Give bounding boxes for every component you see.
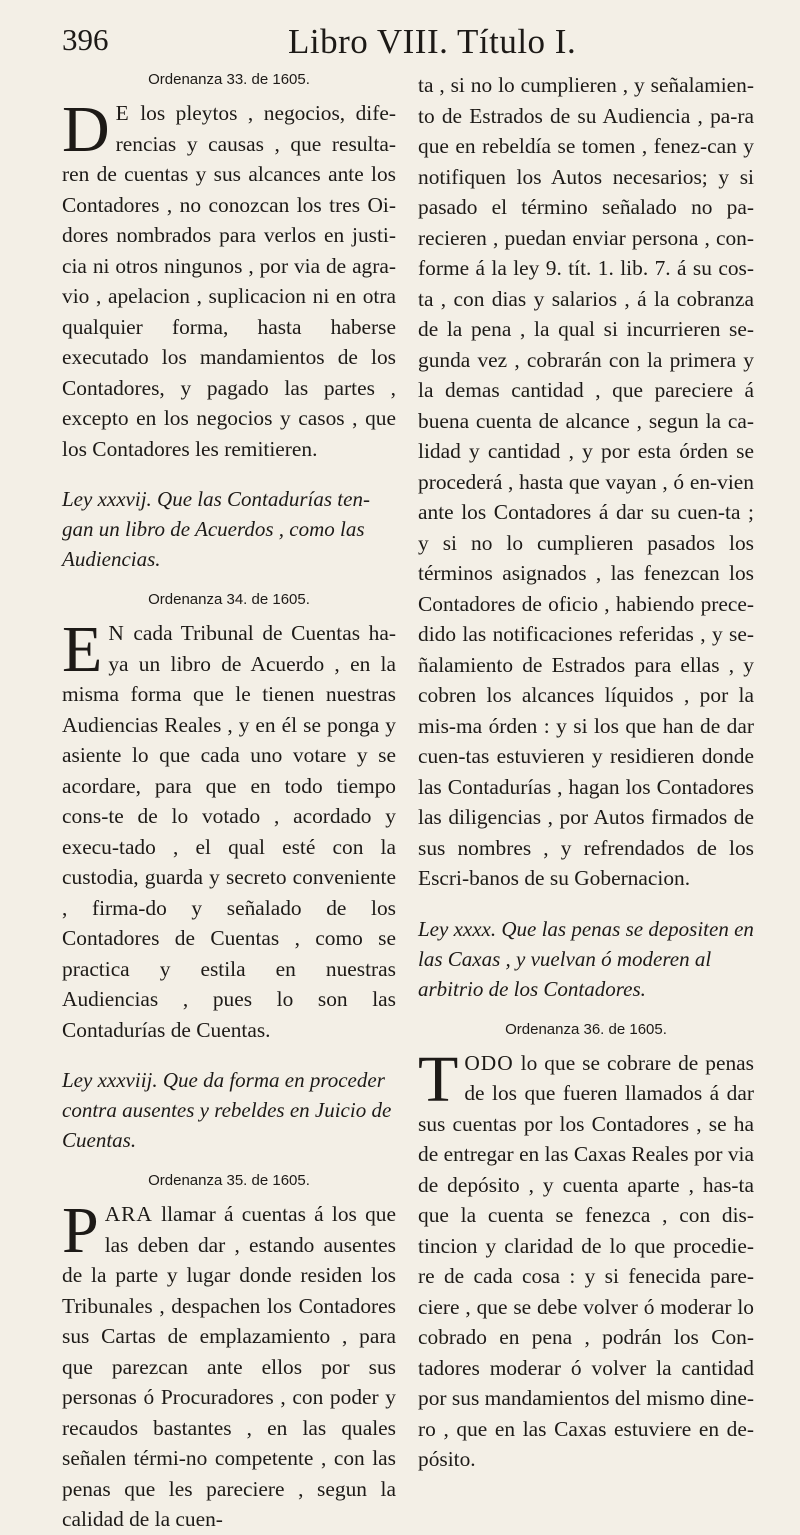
running-title: Libro VIII. Título I.: [288, 22, 577, 61]
ordinance-heading: Ordenanza 33. de 1605.: [148, 71, 310, 88]
drop-cap: P: [62, 1194, 99, 1267]
law-title: Ley xxxviij. Que da forma en proceder contra ausentes y rebeldes en Juicio de Cuentas.: [62, 1068, 392, 1152]
law-section-xxxviij: [62, 1065, 396, 1535]
drop-cap: T: [418, 1042, 459, 1116]
drop-cap: E: [62, 613, 103, 686]
law-text: [418, 1042, 754, 1475]
lead-letters: E: [115, 101, 130, 125]
law-body: los pleytos , negocios, dife-rencias y causas , que resulta-ren de cuentas y sus alcances ante los Contadores , no conozcan los tres Oi-dores nombrados para verlos en justi-cia ni otros ningunos , por via de agra-vio , apelacion , suplicacion ni en otra qualquier forma, hasta haberse executado los mandamientos de los Contadores, y pagado las partes , excepto en los negocios y casos , que los Contadores les remitieren.: [62, 101, 396, 461]
lead-letters: ODO: [464, 1050, 514, 1075]
right-column: [418, 70, 754, 1475]
law-text: [62, 1194, 396, 1535]
ordinance-heading: Ordenanza 34. de 1605.: [148, 591, 310, 608]
law-body: cada Tribunal de Cuentas ha-ya un libro de Acuerdo , en la misma forma que le tienen nuestras Audiencias Reales , y en él se ponga y asiente lo que cada uno votare y se acordare, para que en todo tiempo cons-te de lo votado , acordado y execu-tado , el qual esté con la custodia, guarda y secreto conveniente , firma-do y señalado de los Contadores de Cuentas , como se practica y estila en nuestras Audiencias , pues lo son las Contadurías de Cuentas.: [62, 621, 396, 1042]
page-number: 396: [62, 22, 109, 57]
lead-letters: ARA: [104, 1202, 153, 1226]
law-body: llamar á cuentas á los que las deben dar , estando ausentes de la parte y lugar donde residen los Tribunales , despachen los Contadores sus Cartas de emplazamiento , para que parezcan ante ellos por sus personas ó Procuradores , con poder y recaudos bastantes , en las quales señalen térmi-no competente , con las penas que les pareciere , segun la calidad de la cuen-: [62, 1202, 396, 1531]
page-header: [62, 22, 740, 66]
law-section-xxxx: [418, 914, 754, 1475]
drop-cap: D: [62, 93, 110, 166]
law-title: Ley xxxx. Que las penas se depositen en las Caxas , y vuelvan ó moderen al arbitrio de los Contadores.: [418, 916, 754, 1001]
ordinance-heading: Ordenanza 35. de 1605.: [148, 1172, 310, 1189]
law-text: [62, 93, 396, 464]
law-continuation: [418, 70, 754, 894]
lead-letters: N: [108, 621, 125, 645]
law-body: lo que se cobrare de penas de los que fueren llamados á dar sus cuentas por los Contadores , se ha de entregar en las Caxas Reales por via de depósito , y cuenta aparte , has-ta que la cuenta se fenezca , con dis-tincion y claridad de lo que procedie-re de cada cosa : y si fenecida pare-ciere , que se debe volver ó moderar lo cobrado en pena , podrán los Con-tadores moderar ó volver la cantidad por sus mandamientos del mismo dine-ro , que en las Caxas estuviere en de-pósito.: [418, 1050, 754, 1471]
ordinance-section-33: [62, 70, 396, 464]
law-title: Ley xxxvij. Que las Contadurías ten-gan un libro de Acuerdos , como las Audiencias.: [62, 487, 370, 571]
law-body: ta , si no lo cumplieren , y señalamien-to de Estrados de su Audiencia , pa-ra que en rebeldía se tomen , fenez-can y notifiquen los Autos necesarios; y si pasado el término señalado no pa-recieren , puedan enviar persona , con-forme á la ley 9. tít. 1. lib. 7. á su cos-ta , con dias y salarios , á la cobranza de la pena , la qual si incurrieren se-gunda vez , cobrarán con la primera y la demas cantidad , que pareciere á buena cuenta de alcance , segun la ca-lidad y cantidad , y por esta órden se procederá , hasta que vayan , ó en-vien ante los Contadores á dar su cuen-ta ; y si no lo cumplieren pasados los términos asignados , las fenezcan los Contadores de oficio , habiendo prece-dido las notificaciones referidas , y se-ñalamiento de Estrados para ellas , y cobren los alcances líquidos , por la mis-ma órden : y si los que han de dar cuen-tas estuvieren y residieren donde las Contadurías , hagan los Contadores las diligencias , por Autos firmados de sus nombres , y refrendados de los Escri-banos de su Gobernacion.: [418, 73, 754, 890]
law-section-xxxvij: [62, 484, 396, 1045]
ordinance-heading: Ordenanza 36. de 1605.: [505, 1020, 667, 1038]
law-text: [62, 613, 396, 1045]
left-column: [62, 70, 396, 1535]
